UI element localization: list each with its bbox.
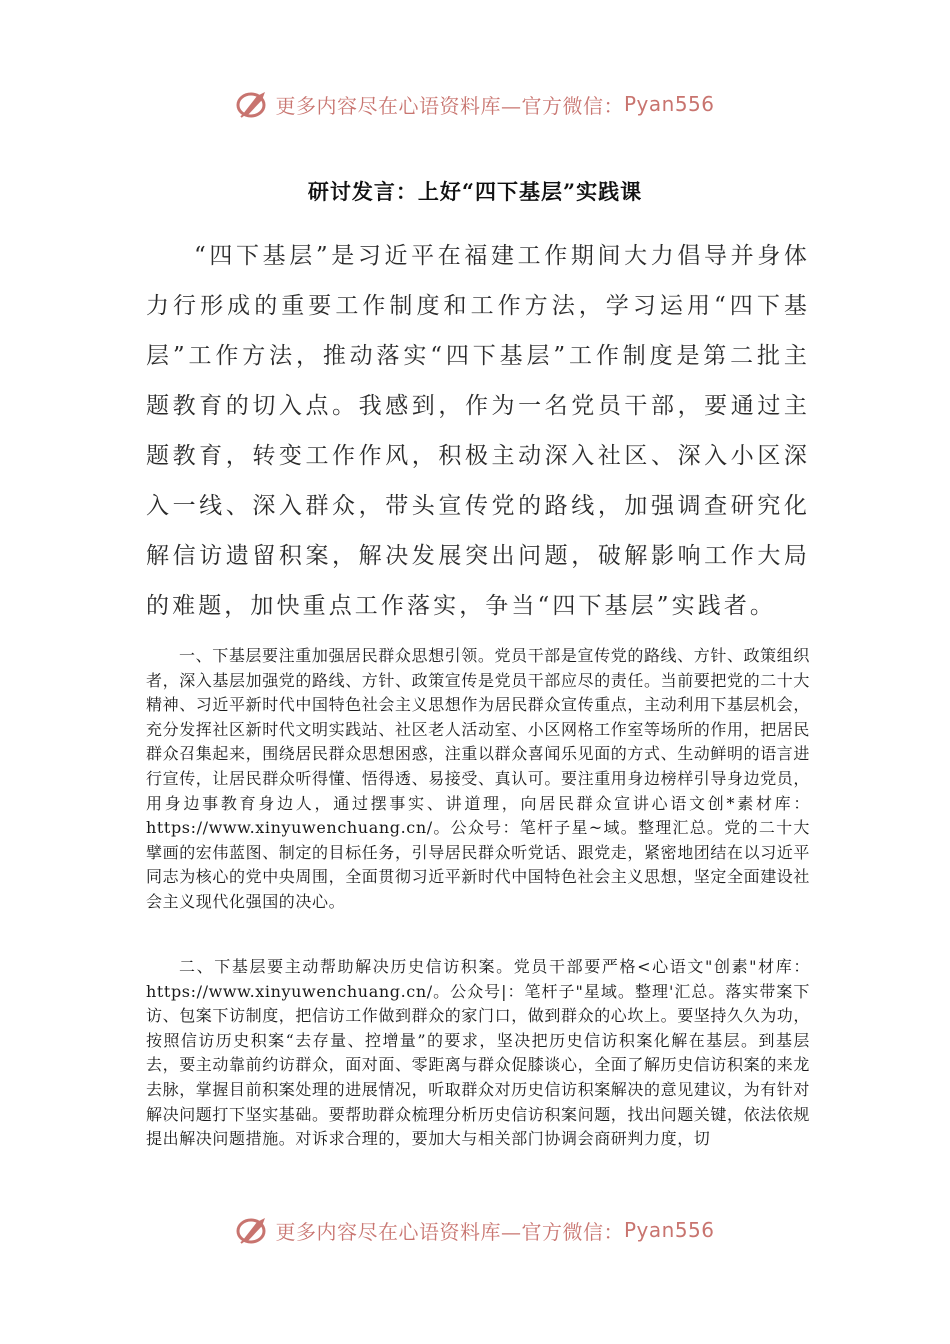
banner-text: 更多内容尽在心语资料库—官方微信： bbox=[275, 1219, 624, 1244]
section-two-paragraph: 二、下基层要主动帮助解决历史信访积案。党员干部要严格<心语文"创素"材库：https://www.xinyuwenchuang.cn/。公众号|：笔杆子"星域。整理'汇总。落实带案下访、包案下访制度，把信访工作做到群众的家门口，做到群众的心坎上。要坚持久久为功，按照信访历史积案“去存量、控增量”的要求，坚决把历史信访积案化解在基层。到基层去，要主动靠前约访群众，面对面、零距离与群众促膝谈心，全面了解历史信访积案的来龙去脉，掌握目前积案处理的进展情况，听取群众对历史信访积案解决的意见建议，为有针对解决问题打下坚实基础。要帮助群众梳理分析历史信访积案问题，找出问题关键，依法依规提出解决问题措施。对诉求合理的，要加大与相关部门协调会商研判力度，切 bbox=[146, 957, 811, 1149]
banner-wechat-id: Pyan556 bbox=[623, 1218, 715, 1242]
document-title: 研讨发言：上好“四下基层”实践课 bbox=[307, 179, 643, 204]
section-one-paragraph: 一、下基层要注重加强居民群众思想引领。党员干部是宣传党的路线、方针、政策组织者，深入基层加强党的路线、方针、政策宣传是党员干部应尽的责任。当前要把党的二十大精神、习近平新时代中国特色社会主义思想作为居民群众宣传重点，主动利用下基层机会，充分发挥社区新时代文明实践站、社区老人活动室、小区网格工作室等场所的作用，把居民群众召集起来，围绕居民群众思想困惑，注重以群众喜闻乐见面的方式、生动鲜明的语言进行宣传，让居民群众听得懂、悟得透、易接受、真认可。要注重用身边榜样引导身边党员，用身边事教育身边人，通过摆事实、讲道理，向居民群众宣讲心语文创*素材库：https://www.xinyuwenchuang.cn/。公众号：笔杆子星~域。整理汇总。党的二十大擘画的宏伟蓝图、制定的目标任务，引导居民群众听党话、跟党走，紧密地团结在以习近平同志为核心的党中央周围，全面贯彻习近平新时代中国特色社会主义思想，坚定全面建设社会主义现代化强国的决心。 bbox=[146, 646, 811, 911]
banner-wechat-id: Pyan556 bbox=[623, 92, 715, 116]
pen-nib-logo-icon bbox=[235, 88, 271, 120]
pen-nib-logo-icon bbox=[235, 1214, 271, 1246]
header-banner bbox=[0, 84, 950, 124]
lead-paragraph: “四下基层”是习近平在福建工作期间大力倡导并身体力行形成的重要工作制度和工作方法，学习运用“四下基层”工作方法，推动落实“四下基层”工作制度是第二批主题教育的切入点。我感到，作为一名党员干部，要通过主题教育，转变工作作风，积极主动深入社区、深入小区深入一线、深入群众，带头宣传党的路线，加强调查研究化解信访遗留积案，解决发展突出问题，破解影响工作大局的难题，加快重点工作落实，争当“四下基层”实践者。 bbox=[146, 243, 810, 619]
banner-text: 更多内容尽在心语资料库—官方微信： bbox=[275, 93, 624, 118]
footer-banner bbox=[0, 1210, 950, 1250]
